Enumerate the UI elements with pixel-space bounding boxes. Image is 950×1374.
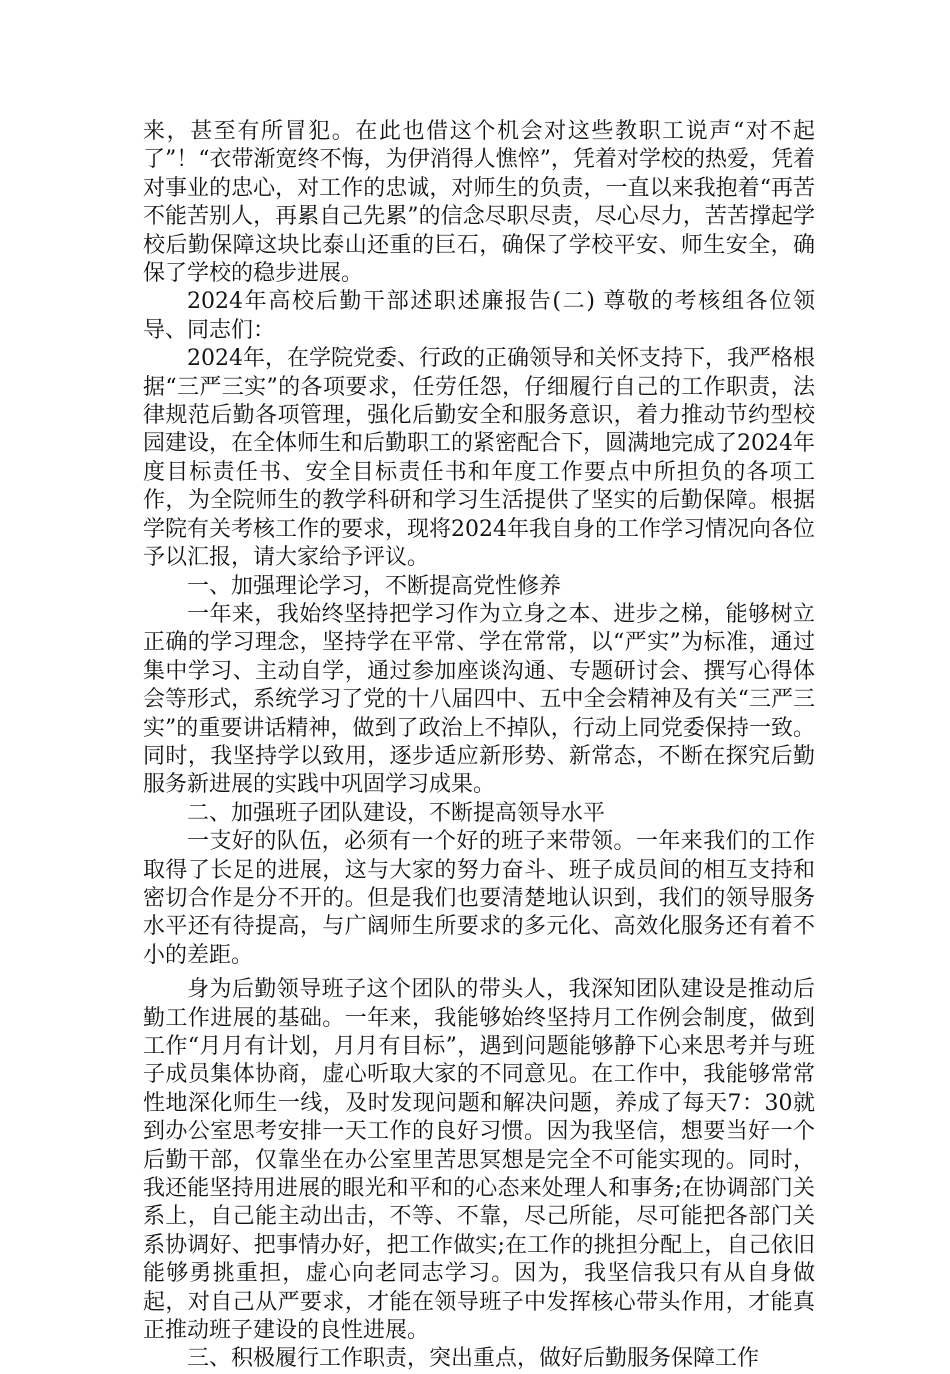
section-heading-3: 三、积极履行工作职责，突出重点，做好后勤服务保障工作: [187, 1346, 760, 1372]
section-heading-1: 一、加强理论学习，不断提高党性修养: [187, 573, 562, 599]
paragraph-report-title: 2024年高校后勤干部述职述廉报告(二) 尊敬的考核组各位领导、同志们：: [143, 289, 815, 343]
paragraph-intro: 2024年，在学院党委、行政的正确领导和关怀支持下，我严格根据“三严三实”的各项要求，任劳任怨，仔细履行自己的工作职责，法律规范后勤各项管理，强化后勤安全和服务意识，着力推动节约型校园建设，在全体师生和后勤职工的紧密配合下，圆满地完成了2024年度目标责任书、安全目标责任书和年度工作要点中所担负的各项工作，为全院师生的教学科研和学习生活提供了坚实的后勤保障。根据学院有关考核工作的要求，现将2024年我自身的工作学习情况向各位予以汇报，请大家给予评议。: [143, 346, 815, 571]
paragraph-team-leader: 身为后勤领导班子这个团队的带头人，我深知团队建设是推动后勤工作进展的基础。一年来，我能够始终坚持月工作例会制度，做到工作“月月有计划，月月有目标”，遇到问题能够静下心来思考并与班子成员集体协商，虚心听取大家的不同意见。在工作中，我能够常常性地深化师生一线，及时发现问题和解决问题，养成了每天7：30就到办公室思考安排一天工作的良好习惯。因为我坚信，想要当好一个后勤干部，仅靠坐在办公室里苦思冥想是完全不可能实现的。同时，我还能坚持用进展的眼光和平和的心态来处理人和事务;在协调部门关系上，自己能主动出击，不等、不靠，尽己所能，尽可能把各部门关系协调好、把事情办好，把工作做实;在工作的挑担分配上，自己依旧能够勇挑重担，虚心向老同志学习。因为，我坚信我只有从自身做起，对自己从严要求，才能在领导班子中发挥核心带头作用，才能真正推动班子建设的良性进展。: [143, 977, 815, 1344]
section-heading-2: 二、加强班子团队建设，不断提高领导水平: [187, 800, 606, 826]
paragraph-theory-study: 一年来，我始终坚持把学习作为立身之本、进步之梯，能够树立正确的学习理念，坚持学在平常、学在常常，以“严实”为标准，通过集中学习、主动自学，通过参加座谈沟通、专题研讨会、撰写心得体会等形式，系统学习了党的十八届四中、五中全会精神及有关“三严三实”的重要讲话精神，做到了政治上不掉队，行动上同党委保持一致。同时，我坚持学以致用，逐步适应新形势、新常态，不断在探究后勤服务新进展的实践中巩固学习成果。: [143, 601, 815, 798]
paragraph-continuation: 来，甚至有所冒犯。在此也借这个机会对这些教职工说声“对不起了”！“衣带渐宽终不悔，为伊消得人憔悴”，凭着对学校的热爱，凭着对事业的忠心，对工作的忠诚，对师生的负责，一直以来我抱着“再苦不能苦别人，再累自己先累”的信念尽职尽责，尽心尽力，苦苦撑起学校后勤保障这块比泰山还重的巨石，确保了学校平安、师生安全，确保了学校的稳步进展。: [143, 119, 815, 287]
document-page: [143, 118, 815, 1374]
paragraph-team-building: 一支好的队伍，必须有一个好的班子来带领。一年来我们的工作取得了长足的进展，这与大家的努力奋斗、班子成员间的相互支持和密切合作是分不开的。但是我们也要清楚地认识到，我们的领导服务水平还有待提高，与广阔师生所要求的多元化、高效化服务还有着不小的差距。: [143, 829, 815, 968]
